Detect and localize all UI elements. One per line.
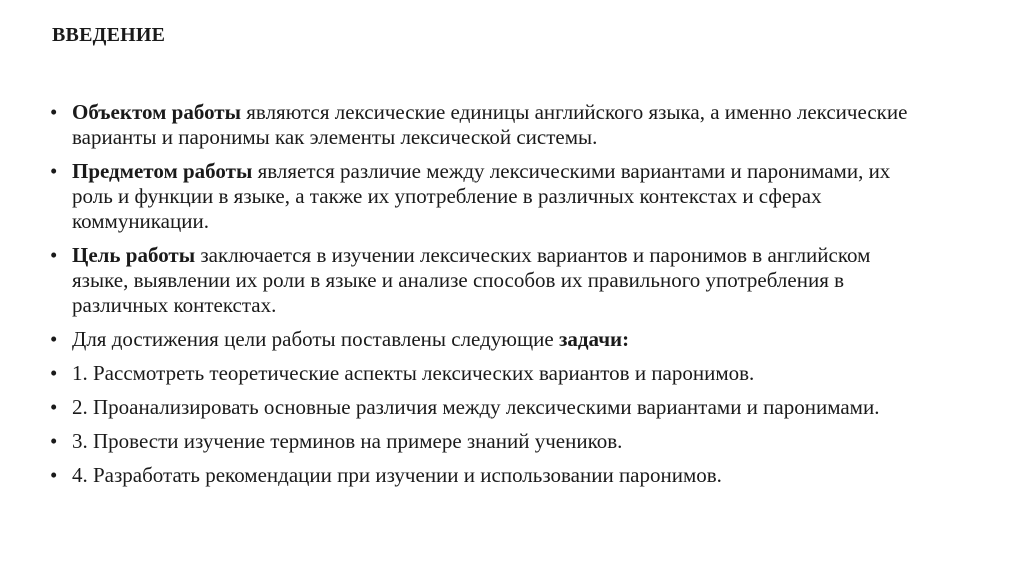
bullet-goal <box>48 243 928 318</box>
bullet-task-2 <box>48 395 928 420</box>
bullet-task-4-text: 4. Разработать рекомендации при изучении и использовании паронимов. <box>72 463 722 487</box>
bullet-tasks-intro-bold: задачи <box>558 327 623 351</box>
bullet-subject-text: является различие между лексическими вариантами и паронимами, их роль и функции в языке, а также их употребление в различных контекстах и сферах коммуникации. <box>72 159 891 233</box>
bullet-subject <box>48 159 928 234</box>
bullet-list <box>48 100 928 497</box>
bullet-subject-bold: Предметом работы <box>72 159 253 183</box>
bullet-task-1 <box>48 361 928 386</box>
bullet-goal-text: заключается в изучении лексических вариантов и паронимов в английском языке, выявлении их роли в языке и анализе способов их правильного употребления в различных контекстах. <box>72 243 871 317</box>
bullet-tasks-intro <box>48 327 928 352</box>
bullet-task-4 <box>48 463 928 488</box>
bullet-tasks-intro-colon: : <box>622 327 630 351</box>
bullet-goal-bold: Цель работы <box>72 243 196 267</box>
bullet-task-2-text: 2. Проанализировать основные различия между лексическими вариантами и паронимами. <box>72 395 880 419</box>
bullet-task-1-text: 1. Рассмотреть теоретические аспекты лексических вариантов и паронимов. <box>72 361 755 385</box>
bullet-task-3 <box>48 429 928 454</box>
bullet-object-bold: Объектом работы <box>72 100 242 124</box>
bullet-object <box>48 100 928 150</box>
bullet-tasks-intro-text: Для достижения цели работы поставлены следующие <box>72 327 559 351</box>
bullet-object-text: являются лексические единицы английского языка, а именно лексические варианты и паронимы как элементы лексической системы. <box>72 100 908 149</box>
slide-title: ВВЕДЕНИЕ <box>52 24 166 46</box>
bullet-task-3-text: 3. Провести изучение терминов на примере знаний учеников. <box>72 429 623 453</box>
